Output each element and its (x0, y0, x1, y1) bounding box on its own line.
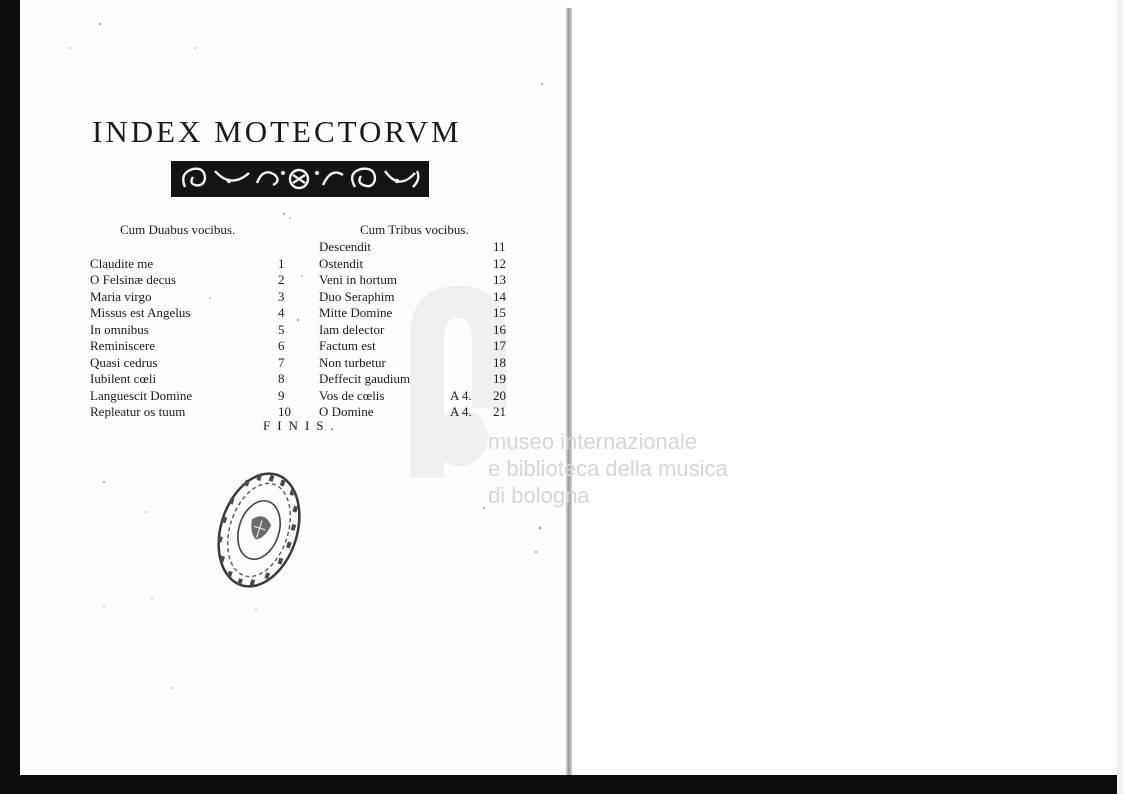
heading-two-voices: Cum Duabus vocibus. (120, 222, 236, 237)
entry-title: Vos de cœlis (319, 388, 385, 403)
entry-number: 5 (278, 322, 285, 337)
entry-number: 3 (278, 289, 285, 304)
entry-number: 20 (493, 388, 506, 403)
entry-number: 9 (278, 388, 285, 403)
entry-annotation: A 4. (450, 404, 472, 419)
entry-title: Iam delector (319, 322, 385, 337)
entry-title: In omnibus (90, 322, 149, 337)
entry-title: Claudite me (90, 256, 154, 271)
watermark-line: e biblioteca della musica (488, 456, 728, 481)
entry-title: Missus est Angelus (90, 305, 191, 320)
entry-number: 12 (493, 256, 506, 271)
entry-number: 14 (493, 289, 506, 304)
entry-number: 18 (493, 355, 506, 370)
entry-title: O Domine (319, 404, 374, 419)
watermark-line: di bologna (488, 483, 590, 508)
entry-number: 13 (493, 272, 506, 287)
entry-title: Repleatur os tuum (90, 404, 186, 419)
finis-colophon: FINIS. (263, 418, 341, 433)
entry-title: Duo Seraphim (319, 289, 395, 304)
entry-number: 4 (278, 305, 285, 320)
entry-number: 11 (493, 239, 506, 254)
entry-number: 16 (493, 322, 506, 337)
entry-number: 15 (493, 305, 506, 320)
heading-three-voices: Cum Tribus vocibus. (360, 222, 469, 237)
entry-number: 7 (278, 355, 285, 370)
entry-title: Veni in hortum (319, 272, 397, 287)
entry-number: 1 (278, 256, 285, 271)
entry-title: Maria virgo (90, 289, 152, 304)
entry-title: Mitte Domine (319, 305, 393, 320)
entry-number: 21 (493, 404, 506, 419)
entry-number: 17 (493, 338, 506, 353)
entry-title: Deffecit gaudium (319, 371, 411, 386)
page-title: INDEX MOTECTORVM (92, 114, 462, 149)
entry-number: 19 (493, 371, 506, 386)
entry-number: 10 (278, 404, 291, 419)
entry-title: Quasi cedrus (90, 355, 158, 370)
entry-title: Factum est (319, 338, 376, 353)
entry-annotation: A 4. (450, 388, 472, 403)
entry-number: 6 (278, 338, 285, 353)
entry-title: Ostendit (319, 256, 364, 271)
entry-title: O Felsinæ decus (90, 272, 176, 287)
entry-title: Reminiscere (90, 338, 155, 353)
entry-title: Languescit Domine (90, 388, 193, 403)
entry-number: 8 (278, 371, 285, 386)
entry-title: Iubilent cœli (90, 371, 157, 386)
entry-number: 2 (278, 272, 285, 287)
watermark-line: museo internazionale (488, 429, 698, 454)
entry-title: Non turbetur (319, 355, 386, 370)
entry-title: Descendit (319, 239, 371, 254)
